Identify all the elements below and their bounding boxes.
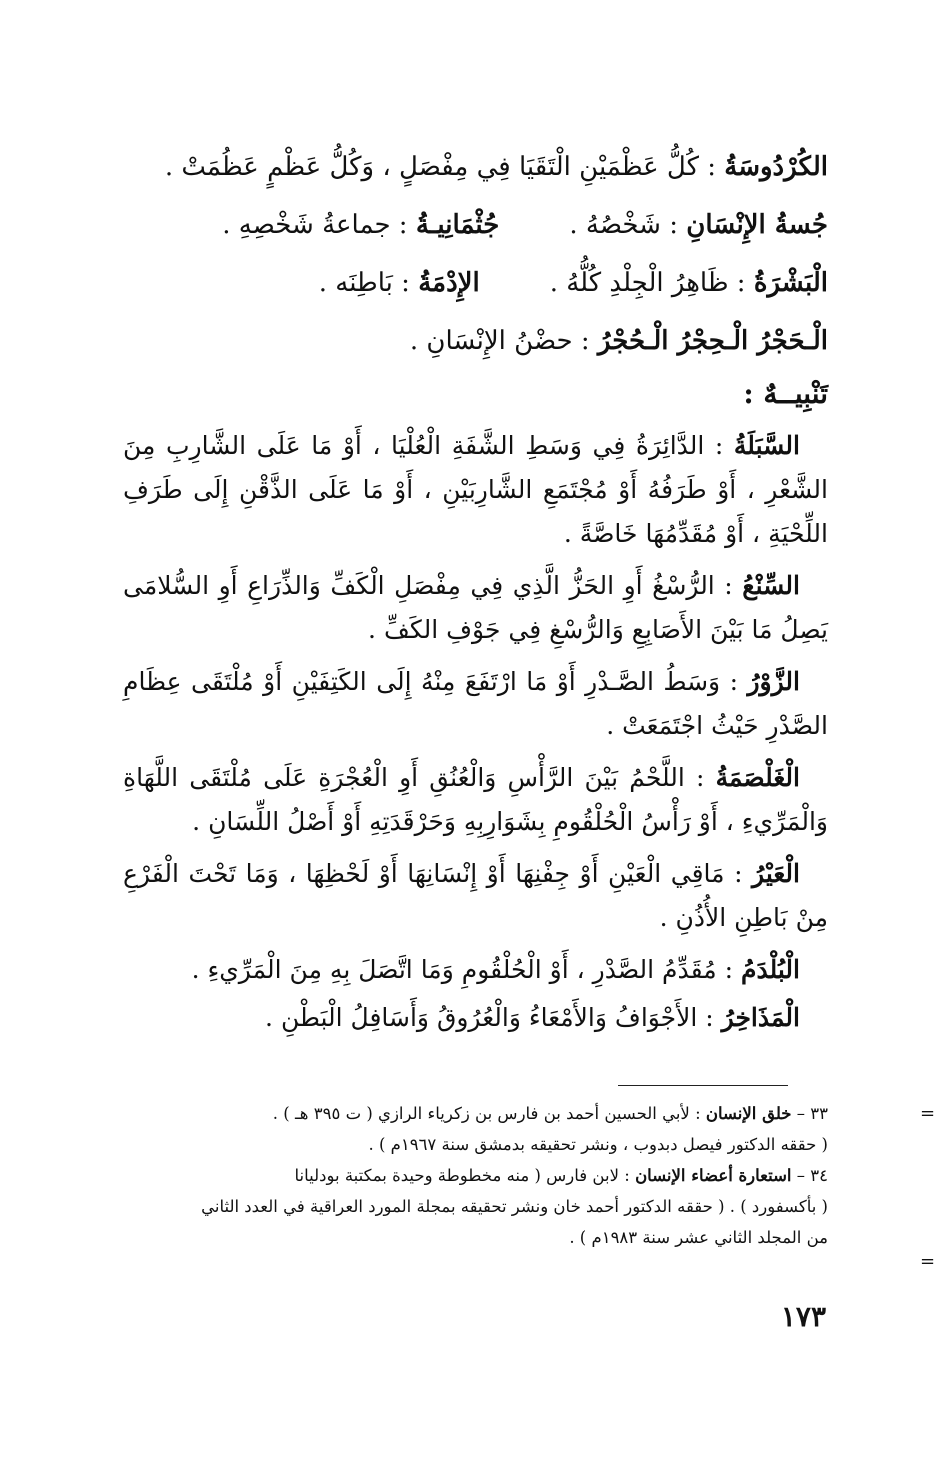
entry-definition: : وَسَطُ الصَّـدْرِ أَوْ مَا ارْتَفَعَ مِنْهُ إِلَى الكَتِفَيْنِ أَوْ مُلْتَقَى عِظَامِ الصَّدْرِ حَيْثُ اجْتَمَعَتْ .	[123, 667, 828, 740]
page-number: ١٧٣	[780, 1300, 826, 1333]
entry-line	[123, 138, 828, 196]
entry-definition: : اللَّحْمُ بَيْنَ الرَّأْسِ وَالْعُنُقِ أَوِ الْعُجْرَةِ عَلَى مُلْتَقَى اللَّهَاةِ وَالْمَرِّيءِ ، أَوْ رَأْسُ الْحُلْقُومِ بِشَوَارِبِهِ وَحَرْقَدَتِهِ أَوْ أَصْلُ اللِّسَانِ .	[123, 763, 828, 836]
entry-line	[123, 254, 828, 312]
entry-headword: الكُرْدُوسَةُ	[724, 152, 828, 182]
continuation-mark: =	[920, 1251, 936, 1272]
entry-paragraph	[123, 424, 828, 556]
entry-definition: : مُقَدِّمُ الصَّدْرِ ، أَوْ الْحُلْقُومِ وَمَا اتَّصَلَ بِهِ مِنَ الْمَرِّيءِ .	[191, 955, 742, 984]
entry-line	[123, 196, 828, 254]
entry-paragraph	[123, 948, 828, 992]
entry-headword: جُثْمَانِيـةُ	[415, 210, 500, 240]
footnote-number: ٣٤ –	[791, 1166, 828, 1185]
footnote-title: خلق الإنسان	[705, 1104, 792, 1123]
entry-definition: : الأَجْوَافُ وَالأَمْعَاءُ وَالْعُرُوقُ وَأَسَافِلُ الْبَطْنِ .	[265, 1003, 722, 1032]
entry-paragraph	[123, 660, 828, 748]
entry-headword: الْعَيْرُ	[752, 859, 800, 888]
footnote-line: ( حققه الدكتور فيصل دبدوب ، ونشر تحقيقه بدمشق سنة ١٩٦٧م ) .	[368, 1135, 828, 1154]
entry-paragraph	[123, 756, 828, 844]
entries-block	[123, 138, 828, 1044]
entry-definition: : بَاطِنَه .	[318, 268, 419, 298]
continuation-mark: =	[920, 1103, 936, 1124]
footnote-title: استعارة أعضاء الإنسان	[635, 1166, 792, 1185]
entry-headword: الْـحَجْرُ الْـحِجْرُ الْـحُجْرُ	[597, 326, 828, 356]
footnote-line: ( بأكسفورد ) . ( حققه الدكتور أحمد خان ونشر تحقيقه بمجلة المورد العراقية في العدد الثاني	[201, 1197, 828, 1216]
notice-heading: تَنْبِيــهٌ :	[743, 377, 828, 410]
entry-paragraph	[123, 996, 828, 1040]
entry-headword: الزَّوْرُ	[747, 667, 800, 696]
entry-definition: : كُلُّ عَظْمَيْنِ الْتَقَيَا فِي مِفْصَلٍ ، وَكُلُّ عَظْمٍ عَظُمَتْ .	[164, 152, 725, 182]
footnote-33	[108, 1098, 828, 1129]
footnote-number: ٣٣ –	[791, 1104, 828, 1123]
entry-headword: الْبُلْدَمُ	[741, 955, 800, 984]
entry-headword: السِّنْعُ	[742, 571, 800, 600]
entry-headword: الْبَشْرَةُ	[753, 268, 828, 298]
entry-definition: : مَاقِي الْعَيْنِ أَوْ جِفْنِهَا أَوْ إِنْسَانِهَا أَوْ لَحْظِهَا ، وَمَا تَحْتَ الْفَرْعِ مِنْ بَاطِنِ الأُذُنِ .	[123, 859, 828, 932]
entry-definition: : الدَّائِرَةُ فِي وَسَطِ الشَّفَةِ الْعُلْيَا ، أَوْ مَا عَلَى الشَّارِبِ مِنَ الشَّعْرِ ، أَوْ طَرَفُهُ أَوْ مُجْتَمَعِ الشَّارِبَيْنِ ، أَوْ مَا عَلَى الذَّقْنِ إِلَى طَرَفِ اللِّحْيَةِ ، أَوْ مُقَدِّمُهَا خَاصَّةً .	[123, 431, 828, 548]
footnote-line: من المجلد الثاني عشر سنة ١٩٨٣م ) .	[569, 1228, 828, 1247]
entry-headword: جُسةُ الإِنْسَانِ	[686, 210, 828, 240]
entry-headword: الإِدْمَةُ	[418, 268, 480, 298]
footnote-text: : لأبي الحسين أحمد بن فارس بن زكرياء الرازي ( ت ٣٩٥ هـ ) .	[272, 1104, 706, 1123]
entry-paragraph	[123, 852, 828, 940]
entry-definition: : الرُّسْغُ أَوِ الحَزُّ الَّذِي فِي مِفْصَلِ الْكَفِّ وَالذِّرَاعِ أَوِ السُّلامَى يَصِلُ مَا بَيْنَ الأَصَابِعِ وَالرُّسْغِ فِي جَوْفِ الكَفِّ .	[123, 571, 828, 644]
entry-paragraph	[123, 564, 828, 652]
footnote-text: : لابن فارس ( منه مخطوطة وحيدة بمكتبة بودليانا	[294, 1166, 636, 1185]
entry-headword: الْغَلْصَمَةُ	[715, 763, 800, 792]
entry-definition: : شَخْصُهُ .	[569, 210, 687, 240]
entry-definition: : جماعةُ شَخْصِهِ .	[222, 210, 416, 240]
footnotes	[108, 1098, 936, 1272]
entry-headword: الْمَذَاخِرُ	[721, 1003, 800, 1032]
footnote-34	[108, 1160, 828, 1191]
entry-headword: السَّبَلَةُ	[733, 431, 800, 460]
entry-definition: : حضْنُ الإِنْسَانِ .	[409, 326, 598, 356]
entry-line	[123, 312, 828, 370]
entry-definition: : ظَاهِرُ الْجِلْدِ كُلُّهُ .	[549, 268, 754, 298]
footnote-rule	[618, 1085, 788, 1086]
